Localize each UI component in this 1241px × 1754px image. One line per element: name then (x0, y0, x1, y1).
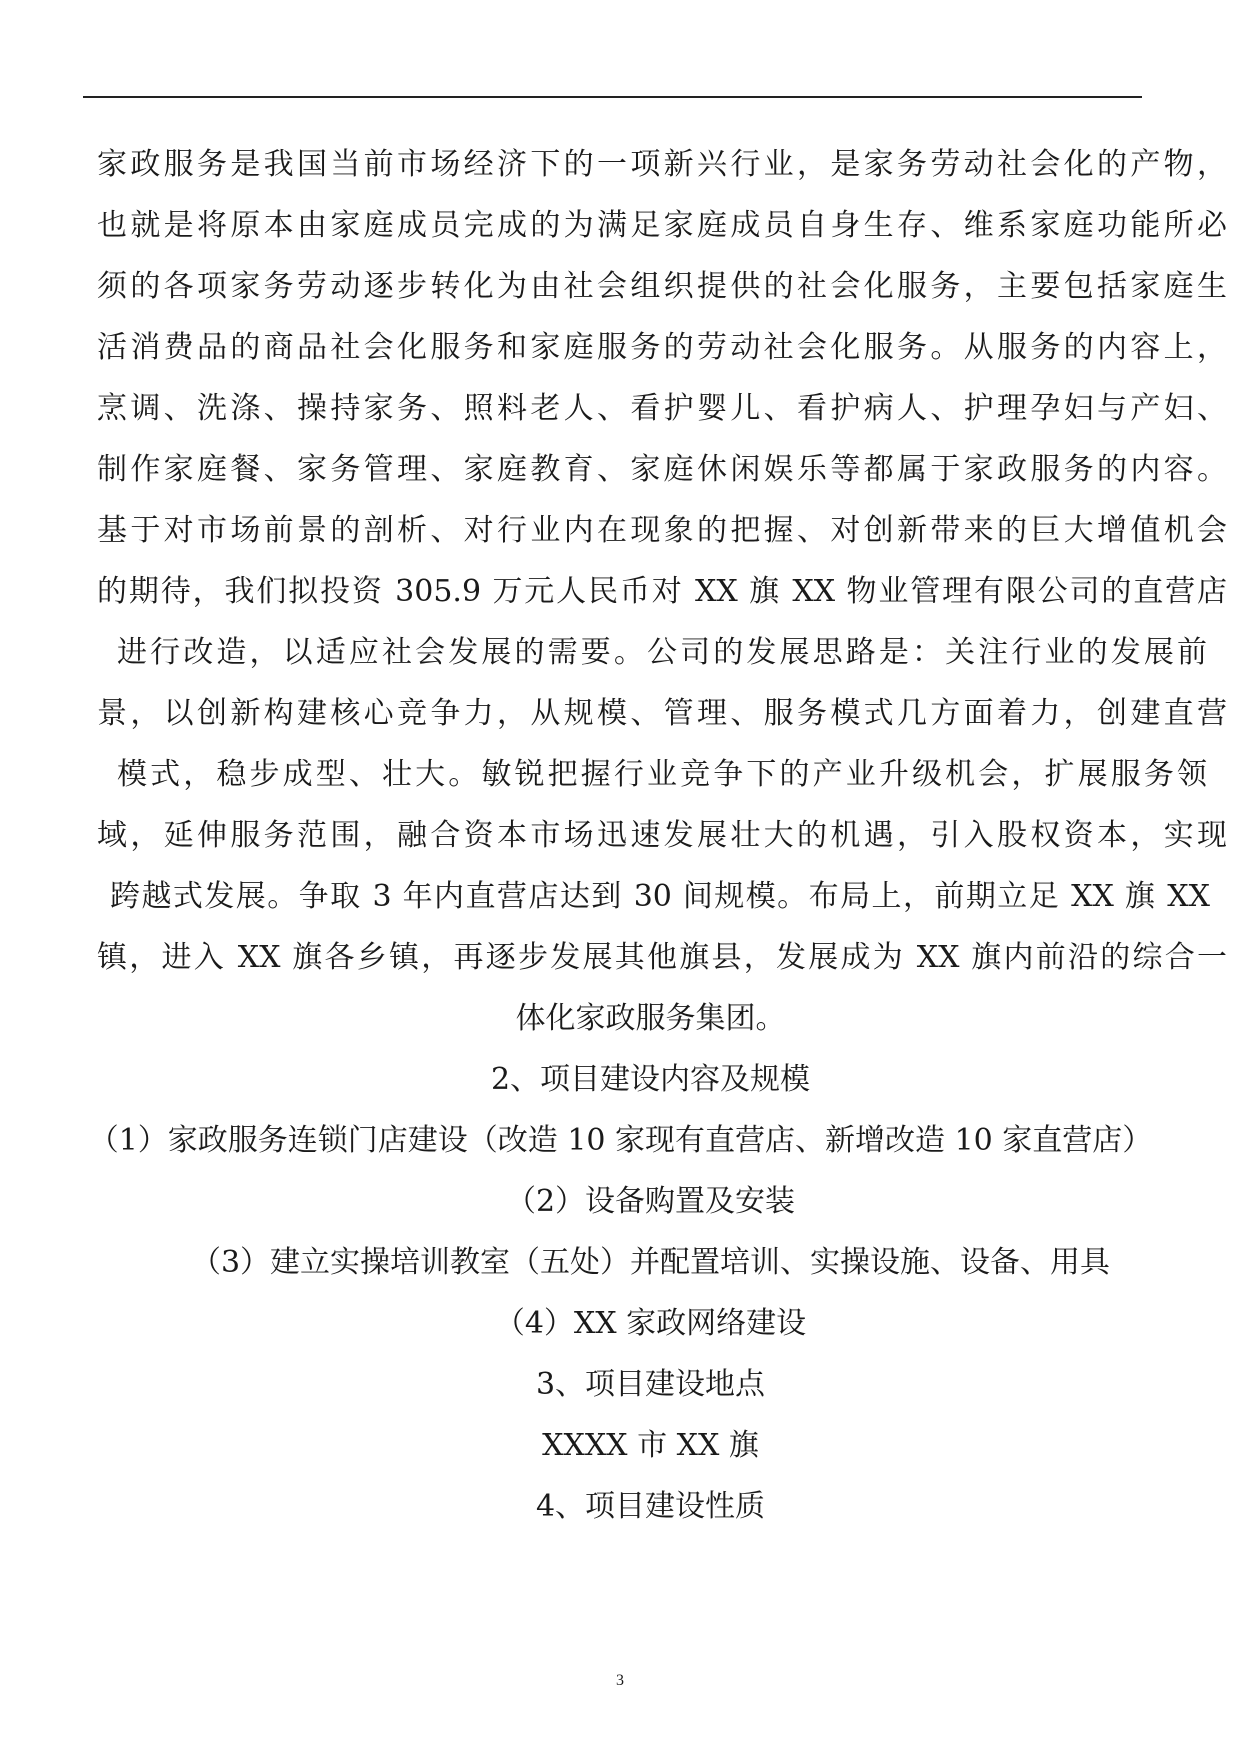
paragraph-line: 须的各项家务劳动逐步转化为由社会组织提供的社会化服务，主要包括家庭生 (97, 269, 1227, 304)
section-heading: 3、项目建设地点 (535, 1367, 766, 1402)
header-rule (83, 96, 1142, 98)
paragraph-line: 烹调、洗涤、操持家务、照料老人、看护婴儿、看护病人、护理孕妇与产妇、 (97, 391, 1227, 426)
paragraph-line: 跨越式发展。争取 3 年内直营店达到 30 间规模。布局上，前期立足 XX 旗 XX (110, 879, 1210, 914)
section-heading: 2、项目建设内容及规模 (490, 1062, 811, 1097)
paragraph-line: 模式，稳步成型、壮大。敏锐把握行业竞争下的产业升级机会，扩展服务领 (117, 757, 1207, 792)
paragraph-line: 进行改造，以适应社会发展的需要。公司的发展思路是：关注行业的发展前 (117, 635, 1207, 670)
location-text: XXXX 市 XX 旗 (542, 1428, 759, 1463)
paragraph-line: 基于对市场前景的剖析、对行业内在现象的把握、对创新带来的巨大增值机会 (97, 513, 1227, 548)
list-item: （1）家政服务连锁门店建设（改造 10 家现有直营店、新增改造 10 家直营店） (88, 1123, 1153, 1158)
page-number: 3 (616, 1672, 624, 1689)
list-item: （2）设备购置及安装 (505, 1184, 796, 1219)
section-heading: 4、项目建设性质 (535, 1489, 766, 1524)
list-item: （4）XX 家政网络建设 (494, 1306, 807, 1341)
paragraph-line: 制作家庭餐、家务管理、家庭教育、家庭休闲娱乐等都属于家政服务的内容。 (97, 452, 1227, 487)
paragraph-line: 活消费品的商品社会化服务和家庭服务的劳动社会化服务。从服务的内容上， (97, 330, 1227, 365)
paragraph-line: 家政服务是我国当前市场经济下的一项新兴行业，是家务劳动社会化的产物， (97, 147, 1227, 182)
paragraph-last-line: 体化家政服务集团。 (515, 1001, 786, 1036)
paragraph-line: 景，以创新构建核心竞争力，从规模、管理、服务模式几方面着力，创建直营 (97, 696, 1227, 731)
paragraph-line: 的期待，我们拟投资 305.9 万元人民币对 XX 旗 XX 物业管理有限公司的直营店 (97, 574, 1227, 609)
paragraph-line: 域，延伸服务范围，融合资本市场迅速发展壮大的机遇，引入股权资本，实现 (97, 818, 1227, 853)
list-item: （3）建立实操培训教室（五处）并配置培训、实操设施、设备、用具 (190, 1245, 1111, 1280)
paragraph-line: 也就是将原本由家庭成员完成的为满足家庭成员自身生存、维系家庭功能所必 (97, 208, 1227, 243)
paragraph-line: 镇，进入 XX 旗各乡镇，再逐步发展其他旗县，发展成为 XX 旗内前沿的综合一 (97, 940, 1227, 975)
